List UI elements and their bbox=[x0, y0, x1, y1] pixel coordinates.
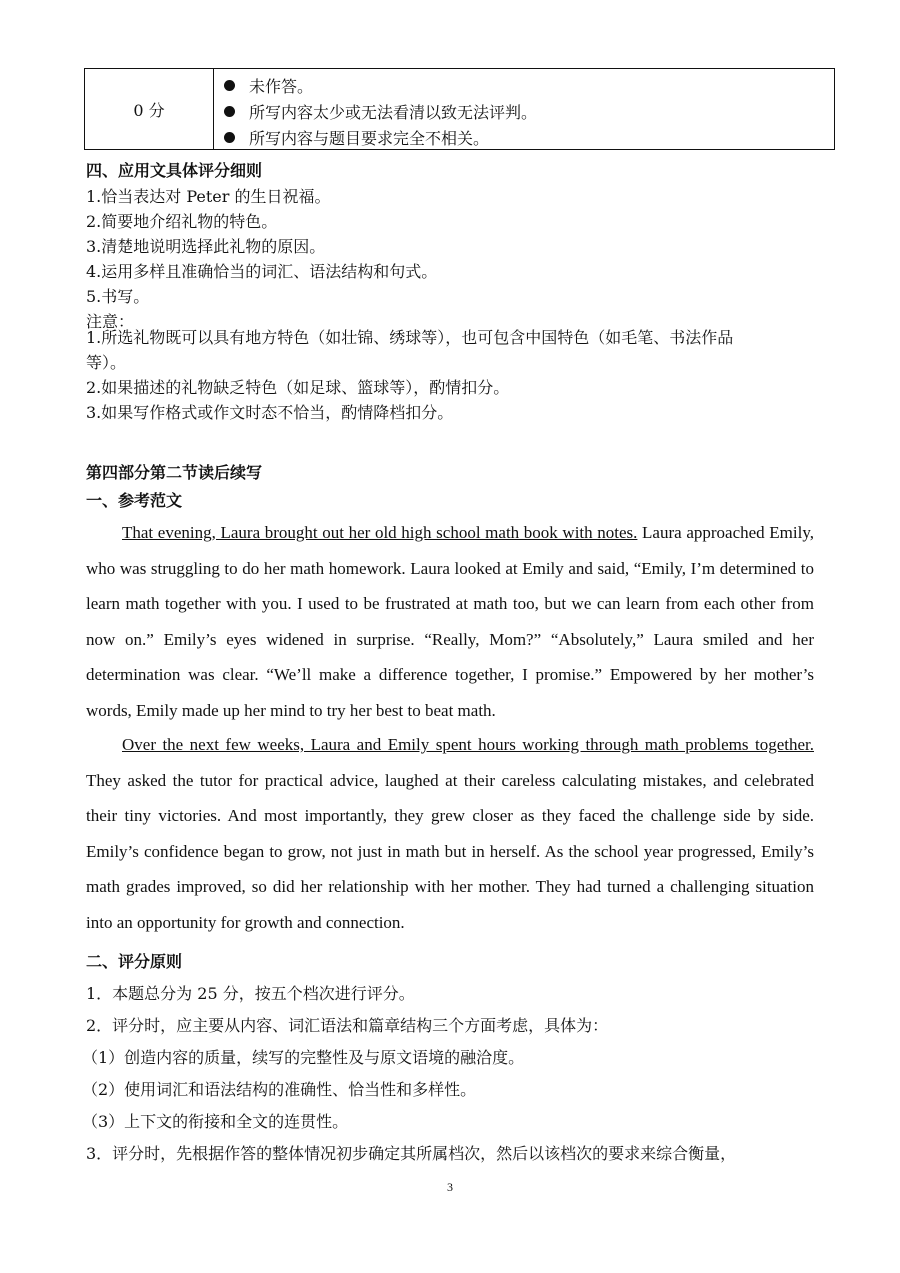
section4-heading: 四、应用文具体评分细则 bbox=[86, 161, 263, 180]
bullet-icon bbox=[224, 132, 235, 143]
principle-item: （3）上下文的衔接和全文的连贯性。 bbox=[82, 1112, 349, 1131]
note-item: 1.所选礼物既可以具有地方特色（如壮锦、绣球等），也可包含中国特色（如毛笔、书法作品 bbox=[86, 328, 734, 347]
section4-item: 4.运用多样且准确恰当的词汇、语法结构和句式。 bbox=[86, 262, 438, 281]
page-number: 3 bbox=[447, 1180, 453, 1194]
criteria-list bbox=[214, 69, 834, 149]
bullet-icon bbox=[224, 106, 235, 117]
principle-item: 3．评分时，先根据作答的整体情况初步确定其所属档次，然后以该档次的要求来综合衡量， bbox=[86, 1144, 737, 1163]
sample-paragraph-1: That evening, Laura brought out her old high school math book with notes. Laura approached Emily, who was struggling to do her math homework. Laura looked at Emily and said, “Emily, I’m determined to learn math together with you. I used to be frustrated at math too, but we can learn from each other from now on.” Emily’s eyes widened in surprise. “Really, Mom?” “Absolutely,” Laura smiled and her determination was clear. “We’ll make a difference together, I promise.” Empowered by her mother’s words, Emily made up her mind to try her best to beat math. bbox=[86, 523, 814, 720]
criteria-item: 所写内容与题目要求完全不相关。 bbox=[224, 124, 834, 150]
section4-item: 2.简要地介绍礼物的特色。 bbox=[86, 212, 278, 231]
section4-item: 1.恰当表达对 Peter 的生日祝福。 bbox=[86, 187, 331, 206]
score-table bbox=[84, 68, 835, 150]
note-item: 2.如果描述的礼物缺乏特色（如足球、篮球等），酌情扣分。 bbox=[86, 378, 510, 397]
principle-item: （2）使用词汇和语法结构的准确性、恰当性和多样性。 bbox=[82, 1080, 477, 1099]
sample-paragraph-2: Over the next few weeks, Laura and Emily spent hours working through math problems together. They asked the tutor for practical advice, laughed at their careless calculating mistakes, and celebrated their tiny victories. And most importantly, they grew closer as they faced the challenge side by side. Emily’s confidence began to grow, not just in math but in herself. As the school year progressed, Emily’s math grades improved, so did her relationship with her mother. They had turned a challenging situation into an opportunity for growth and connection. bbox=[86, 735, 814, 932]
sample-heading: 一、参考范文 bbox=[86, 491, 183, 510]
principle-item: 2．评分时，应主要从内容、词汇语法和篇章结构三个方面考虑，具体为： bbox=[86, 1016, 609, 1035]
bullet-icon bbox=[224, 80, 235, 91]
criteria-item: 未作答。 bbox=[224, 72, 834, 98]
underlined-opening: Over the next few weeks, Laura and Emily spent hours working through math problems together. bbox=[122, 735, 814, 754]
note-label: 注意： bbox=[86, 312, 135, 331]
part4-title: 第四部分第二节读后续写 bbox=[86, 463, 263, 482]
principle-item: 1．本题总分为 25 分，按五个档次进行评分。 bbox=[86, 984, 415, 1003]
principles-heading: 二、评分原则 bbox=[86, 952, 183, 971]
score-value: 0 分 bbox=[85, 69, 214, 149]
note-item: 等）。 bbox=[86, 353, 127, 372]
underlined-opening: That evening, Laura brought out her old high school math book with notes. bbox=[122, 523, 638, 542]
criteria-item: 所写内容太少或无法看清以致无法评判。 bbox=[224, 98, 834, 124]
principle-item: （1）创造内容的质量，续写的完整性及与原文语境的融洽度。 bbox=[82, 1048, 525, 1067]
section4-item: 5.书写。 bbox=[86, 287, 150, 306]
section4-item: 3.清楚地说明选择此礼物的原因。 bbox=[86, 237, 326, 256]
note-item: 3.如果写作格式或作文时态不恰当，酌情降档扣分。 bbox=[86, 403, 454, 422]
